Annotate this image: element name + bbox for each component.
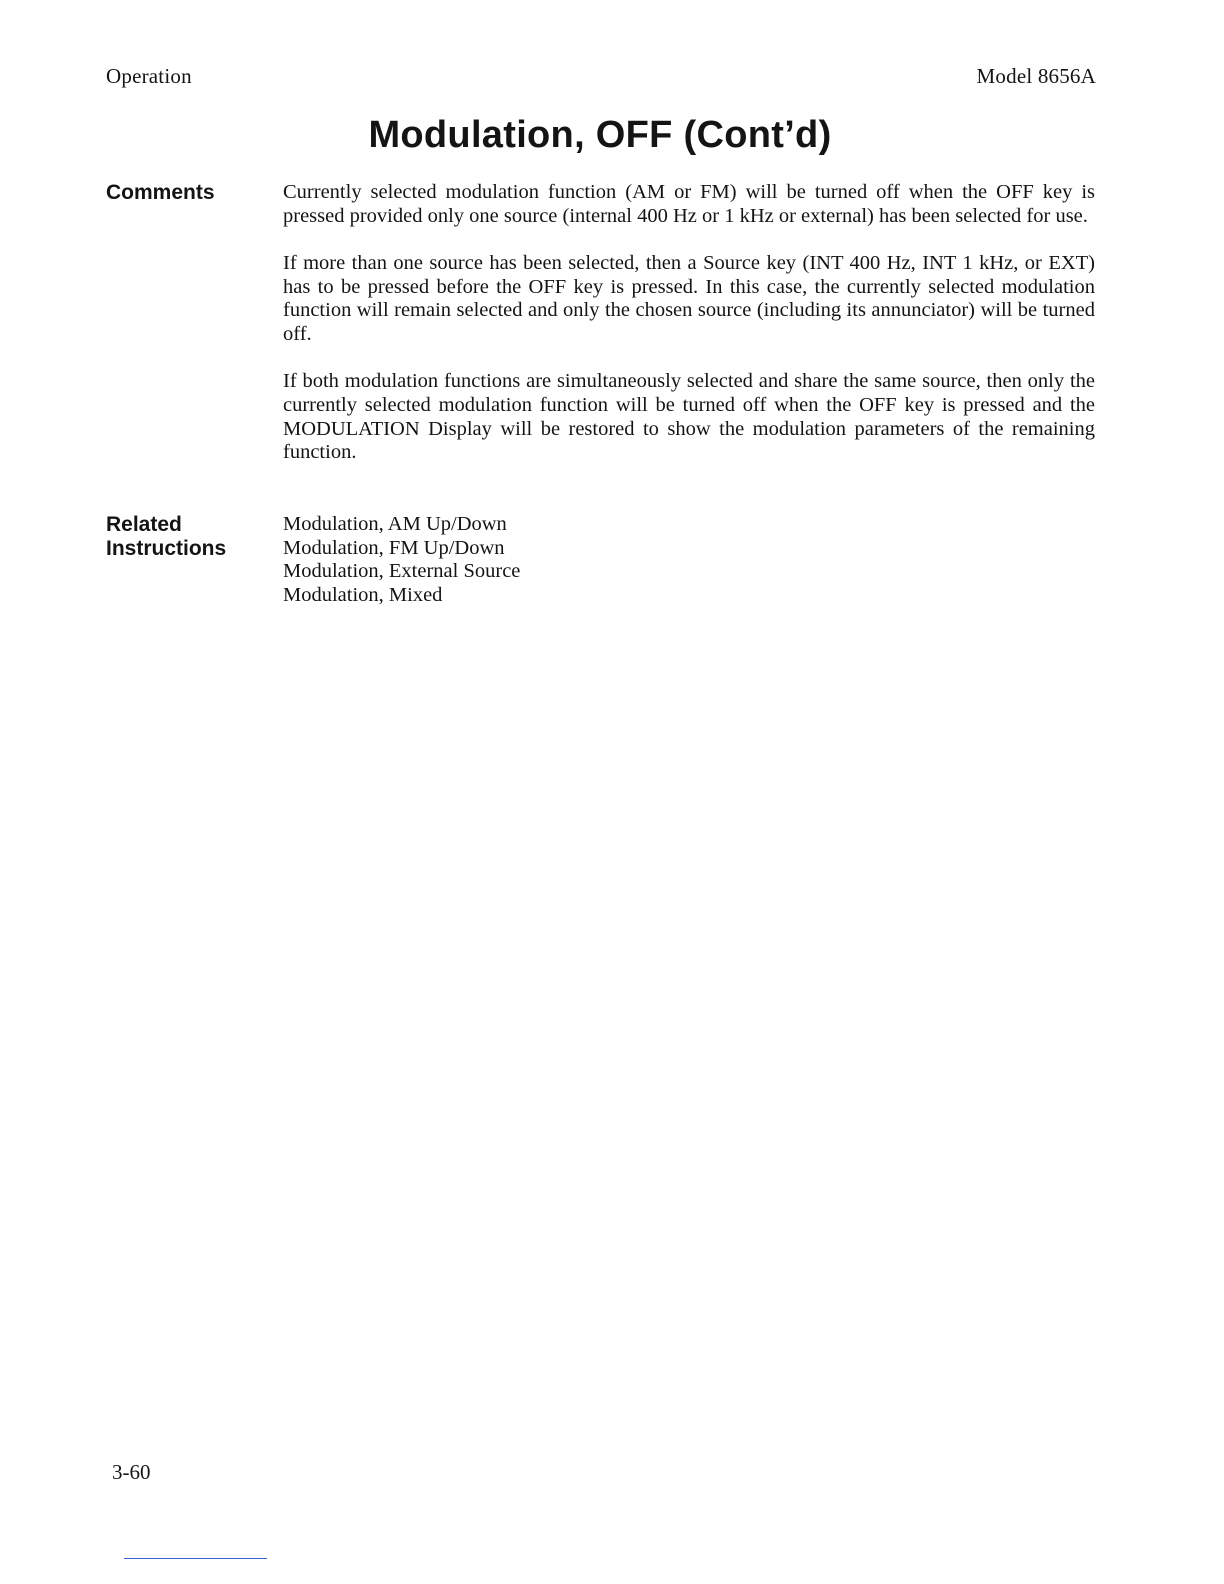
related-item-fm: Modulation, FM Up/Down	[283, 536, 505, 559]
running-header-section: Operation	[106, 64, 192, 88]
page-number: 3-60	[112, 1460, 151, 1484]
related-item-mixed: Modulation, Mixed	[283, 583, 443, 606]
comments-label	[106, 181, 215, 205]
comments-body	[283, 181, 1095, 489]
related-item-am: Modulation, AM Up/Down	[283, 513, 507, 535]
related-label-line-2: Instructions	[106, 537, 227, 560]
footer-rule	[124, 1558, 267, 1559]
comments-paragraph-3: If both modulation functions are simultaneously selected and share the same source, then only the currently selected modulation function will be turned off when the OFF key is pressed and the MODULATION Display will be restored to show the modulation parameters of the remaining function.	[283, 370, 1095, 464]
comments-label-text: Comments	[106, 181, 215, 204]
related-label-line-1: Related	[106, 513, 182, 536]
comments-paragraph-1: Currently selected modulation function (AM or FM) will be turned off when the OFF key is pressed provided only one source (internal 400 Hz or 1 kHz or external) has been selected for use.	[283, 181, 1095, 227]
page-title: Modulation, OFF (Cont’d)	[368, 114, 832, 156]
comments-paragraph-2: If more than one source has been selected, then a Source key (INT 400 Hz, INT 1 kHz, or EXT) has to be pressed before the OFF key is pressed. In this case, the currently selected modulation function will remain selected and only the chosen source (including its annunciator) will be turned off.	[283, 251, 1095, 346]
related-instructions-list	[283, 513, 1095, 607]
running-header-model: Model 8656A	[976, 64, 1096, 88]
related-item-external-source: Modulation, External Source	[283, 560, 521, 583]
related-instructions-label	[106, 513, 226, 561]
